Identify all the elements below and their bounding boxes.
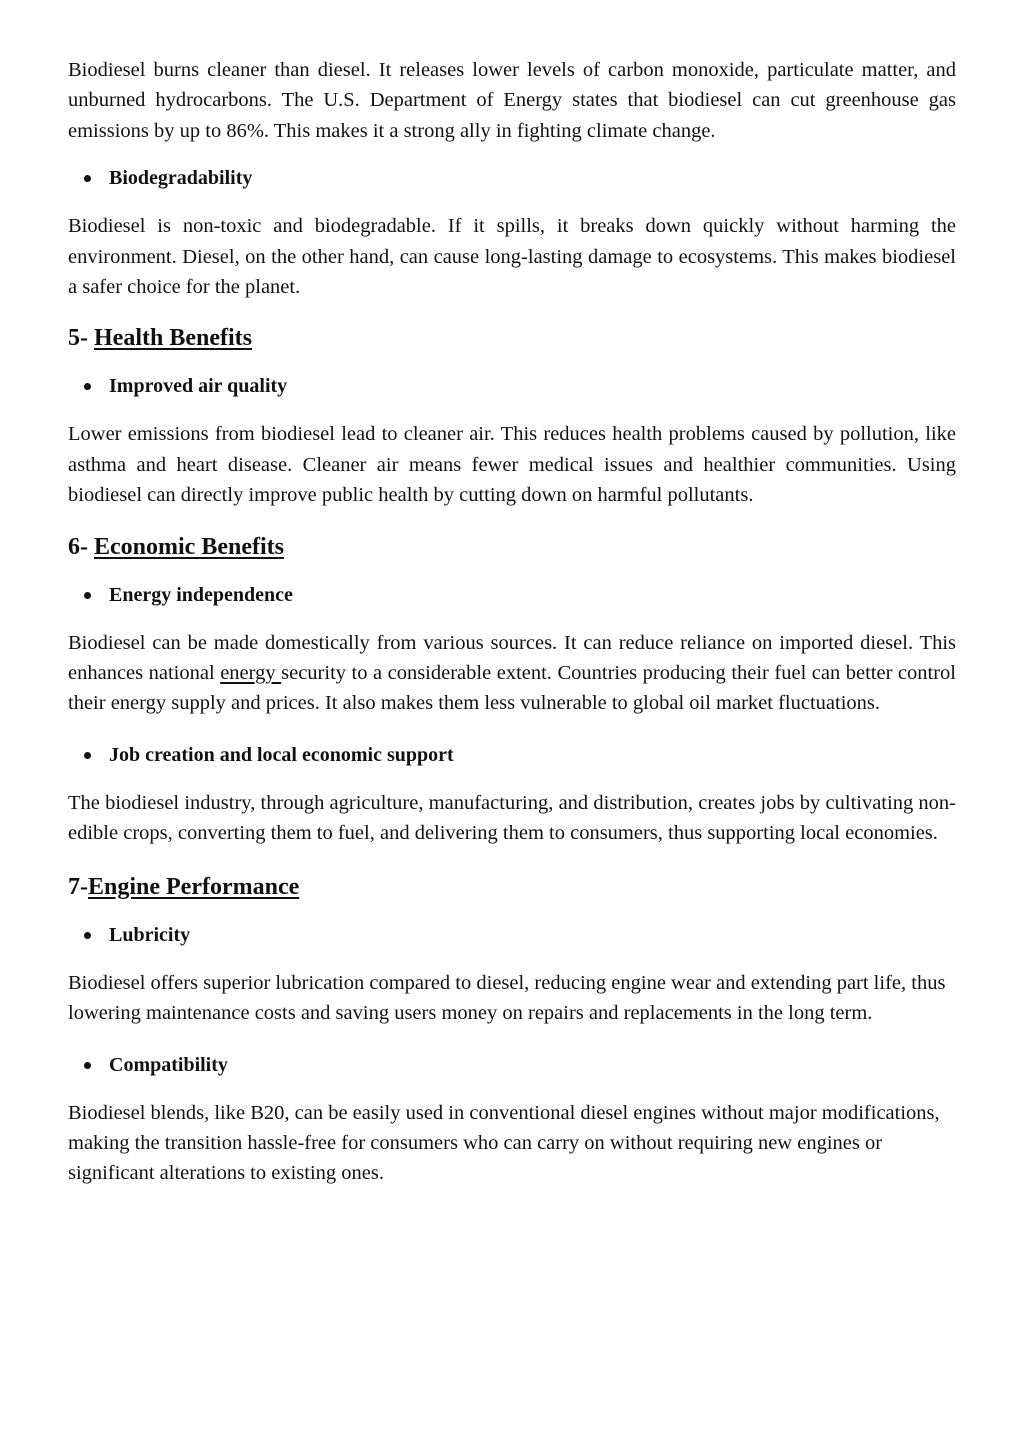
lubricity-paragraph: Biodiesel offers superior lubrication compared to diesel, reducing engine wear and extending part life, thus lowering maintenance costs and saving users money on repairs and replacements in the long term.	[68, 971, 946, 1025]
paragraph-text: Biodiesel can be made domestically from various sources. It can reduce reliance on imported diesel. This enhances national	[68, 631, 956, 685]
bullet-dot-icon	[84, 175, 91, 182]
section-number: 5-	[68, 325, 94, 352]
bullet-heading: Energy independence	[109, 583, 293, 606]
section-heading-engine-performance	[68, 871, 956, 903]
bullet-dot-icon	[84, 1062, 91, 1069]
bullet-heading: Improved air quality	[109, 375, 288, 398]
job-creation-paragraph: The biodiesel industry, through agriculture, manufacturing, and distribution, creates jobs by cultivating non-edible crops, converting them to fuel, and delivering them to consumers, thus supporting local economies.	[68, 791, 956, 845]
bullet-dot-icon	[84, 383, 91, 390]
section-number: 6-	[68, 533, 94, 560]
bullet-heading: Compatibility	[109, 1053, 228, 1076]
intro-paragraph: Biodiesel burns cleaner than diesel. It releases lower levels of carbon monoxide, particulate matter, and unburned hydrocarbons. The U.S. Department of Energy states that biodiesel can cut greenhouse gas emissions by up to 86%. This makes it a strong ally in fighting climate change.	[68, 59, 956, 142]
bullet-dot-icon	[84, 592, 91, 599]
bullet-improved-air-quality	[68, 372, 956, 400]
section-title: Economic Benefits	[94, 533, 284, 560]
bullet-job-creation	[68, 741, 956, 769]
section-title: Health Benefits	[94, 325, 252, 352]
bullet-compatibility	[68, 1051, 956, 1079]
bullet-dot-icon	[84, 932, 91, 939]
section-heading-economic-benefits	[68, 531, 956, 563]
biodegradability-paragraph: Biodiesel is non-toxic and biodegradable. If it spills, it breaks down quickly without harming the environment. Diesel, on the other hand, can cause long-lasting damage to ecosystems. This makes biodiesel a safer choice for the planet.	[68, 215, 956, 299]
paragraph-text: security to a considerable extent. Countries producing their fuel can better control their energy supply and prices. It also makes them less vulnerable to global oil market fluctuations.	[68, 662, 956, 715]
compatibility-paragraph: Biodiesel blends, like B20, can be easily used in conventional diesel engines without major modifications, making the transition hassle-free for consumers who can carry on without requiring new engines or significant alterations to existing ones.	[68, 1101, 940, 1185]
bullet-lubricity	[68, 921, 956, 949]
bullet-biodegradability	[68, 164, 956, 192]
energy-link[interactable]: energy	[220, 662, 282, 685]
bullet-energy-independence	[68, 581, 956, 609]
energy-independence-paragraph	[68, 628, 956, 719]
bullet-heading: Lubricity	[109, 923, 191, 946]
section-title: Engine Performance	[88, 873, 300, 900]
section-heading-health-benefits	[68, 322, 956, 354]
air-quality-paragraph: Lower emissions from biodiesel lead to cleaner air. This reduces health problems caused by pollution, like asthma and heart disease. Cleaner air means fewer medical issues and healthier communities. Using biodiesel can directly improve public health by cutting down on harmful pollutants.	[68, 423, 956, 507]
section-number: 7-	[68, 873, 88, 900]
bullet-heading: Biodegradability	[109, 167, 253, 190]
bullet-dot-icon	[84, 752, 91, 759]
bullet-heading: Job creation and local economic support	[109, 743, 454, 766]
document-page	[68, 52, 956, 1189]
